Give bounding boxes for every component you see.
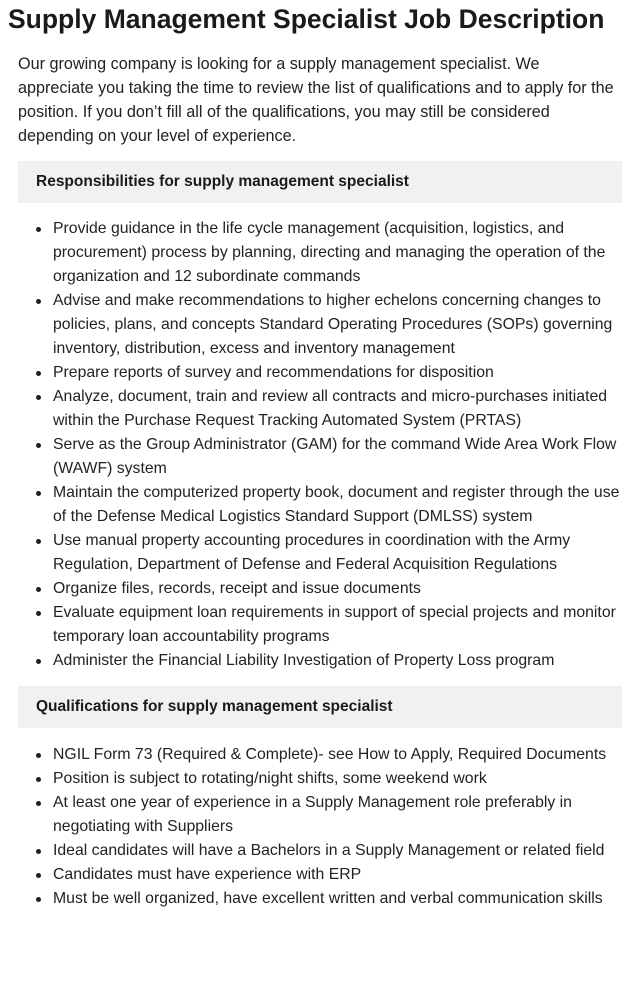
page-title: Supply Management Specialist Job Description bbox=[8, 4, 605, 34]
bullet-icon bbox=[36, 801, 41, 806]
list-item: Ideal candidates will have a Bachelors in a Supply Management or related field bbox=[36, 839, 620, 863]
list-item: Use manual property accounting procedures in coordination with the Army Regulation, Department of Defense and Federal Acquisition Regulations bbox=[36, 529, 620, 577]
list-item: Advise and make recommendations to higher echelons concerning changes to policies, plans, and concepts Standard Operating Procedures (SOPs) governing inventory, distribution, excess and inventory management bbox=[36, 289, 620, 361]
bullet-icon bbox=[36, 227, 41, 232]
list-item: Evaluate equipment loan requirements in support of special projects and monitor temporary loan accountability programs bbox=[36, 601, 620, 649]
bullet-icon bbox=[36, 299, 41, 304]
list-item: Administer the Financial Liability Investigation of Property Loss program bbox=[36, 649, 620, 673]
list-item: Organize files, records, receipt and issue documents bbox=[36, 577, 620, 601]
list-item: Provide guidance in the life cycle management (acquisition, logistics, and procurement) process by planning, directing and managing the operation of the organization and 12 subordinate commands bbox=[36, 217, 620, 289]
list-item: Maintain the computerized property book, document and register through the use of the Defense Medical Logistics Standard Support (DMLSS) system bbox=[36, 481, 620, 529]
bullet-icon bbox=[36, 371, 41, 376]
list-item: Prepare reports of survey and recommendations for disposition bbox=[36, 361, 620, 385]
list-item: NGIL Form 73 (Required & Complete)- see How to Apply, Required Documents bbox=[36, 743, 620, 767]
responsibilities-list bbox=[36, 217, 620, 673]
bullet-icon bbox=[36, 395, 41, 400]
bullet-icon bbox=[36, 777, 41, 782]
list-item: Serve as the Group Administrator (GAM) for the command Wide Area Work Flow (WAWF) system bbox=[36, 433, 620, 481]
bullet-icon bbox=[36, 539, 41, 544]
bullet-icon bbox=[36, 659, 41, 664]
list-item: At least one year of experience in a Supply Management role preferably in negotiating with Suppliers bbox=[36, 791, 620, 839]
list-item: Candidates must have experience with ERP bbox=[36, 863, 620, 887]
bullet-icon bbox=[36, 491, 41, 496]
responsibilities-heading: Responsibilities for supply management specialist bbox=[18, 161, 622, 203]
bullet-icon bbox=[36, 849, 41, 854]
bullet-icon bbox=[36, 443, 41, 448]
qualifications-list bbox=[36, 743, 620, 911]
intro-paragraph: Our growing company is looking for a supply management specialist. We appreciate you taking the time to review the list of qualifications and to apply for the position. If you don’t fill all of the qualifications, you may still be considered depending on your level of experience. bbox=[18, 55, 614, 145]
list-item: Must be well organized, have excellent written and verbal communication skills bbox=[36, 887, 620, 911]
bullet-icon bbox=[36, 897, 41, 902]
qualifications-heading: Qualifications for supply management specialist bbox=[18, 686, 622, 728]
bullet-icon bbox=[36, 873, 41, 878]
bullet-icon bbox=[36, 587, 41, 592]
list-item: Position is subject to rotating/night shifts, some weekend work bbox=[36, 767, 620, 791]
bullet-icon bbox=[36, 753, 41, 758]
bullet-icon bbox=[36, 611, 41, 616]
list-item: Analyze, document, train and review all contracts and micro-purchases initiated within the Purchase Request Tracking Automated System (PRTAS) bbox=[36, 385, 620, 433]
